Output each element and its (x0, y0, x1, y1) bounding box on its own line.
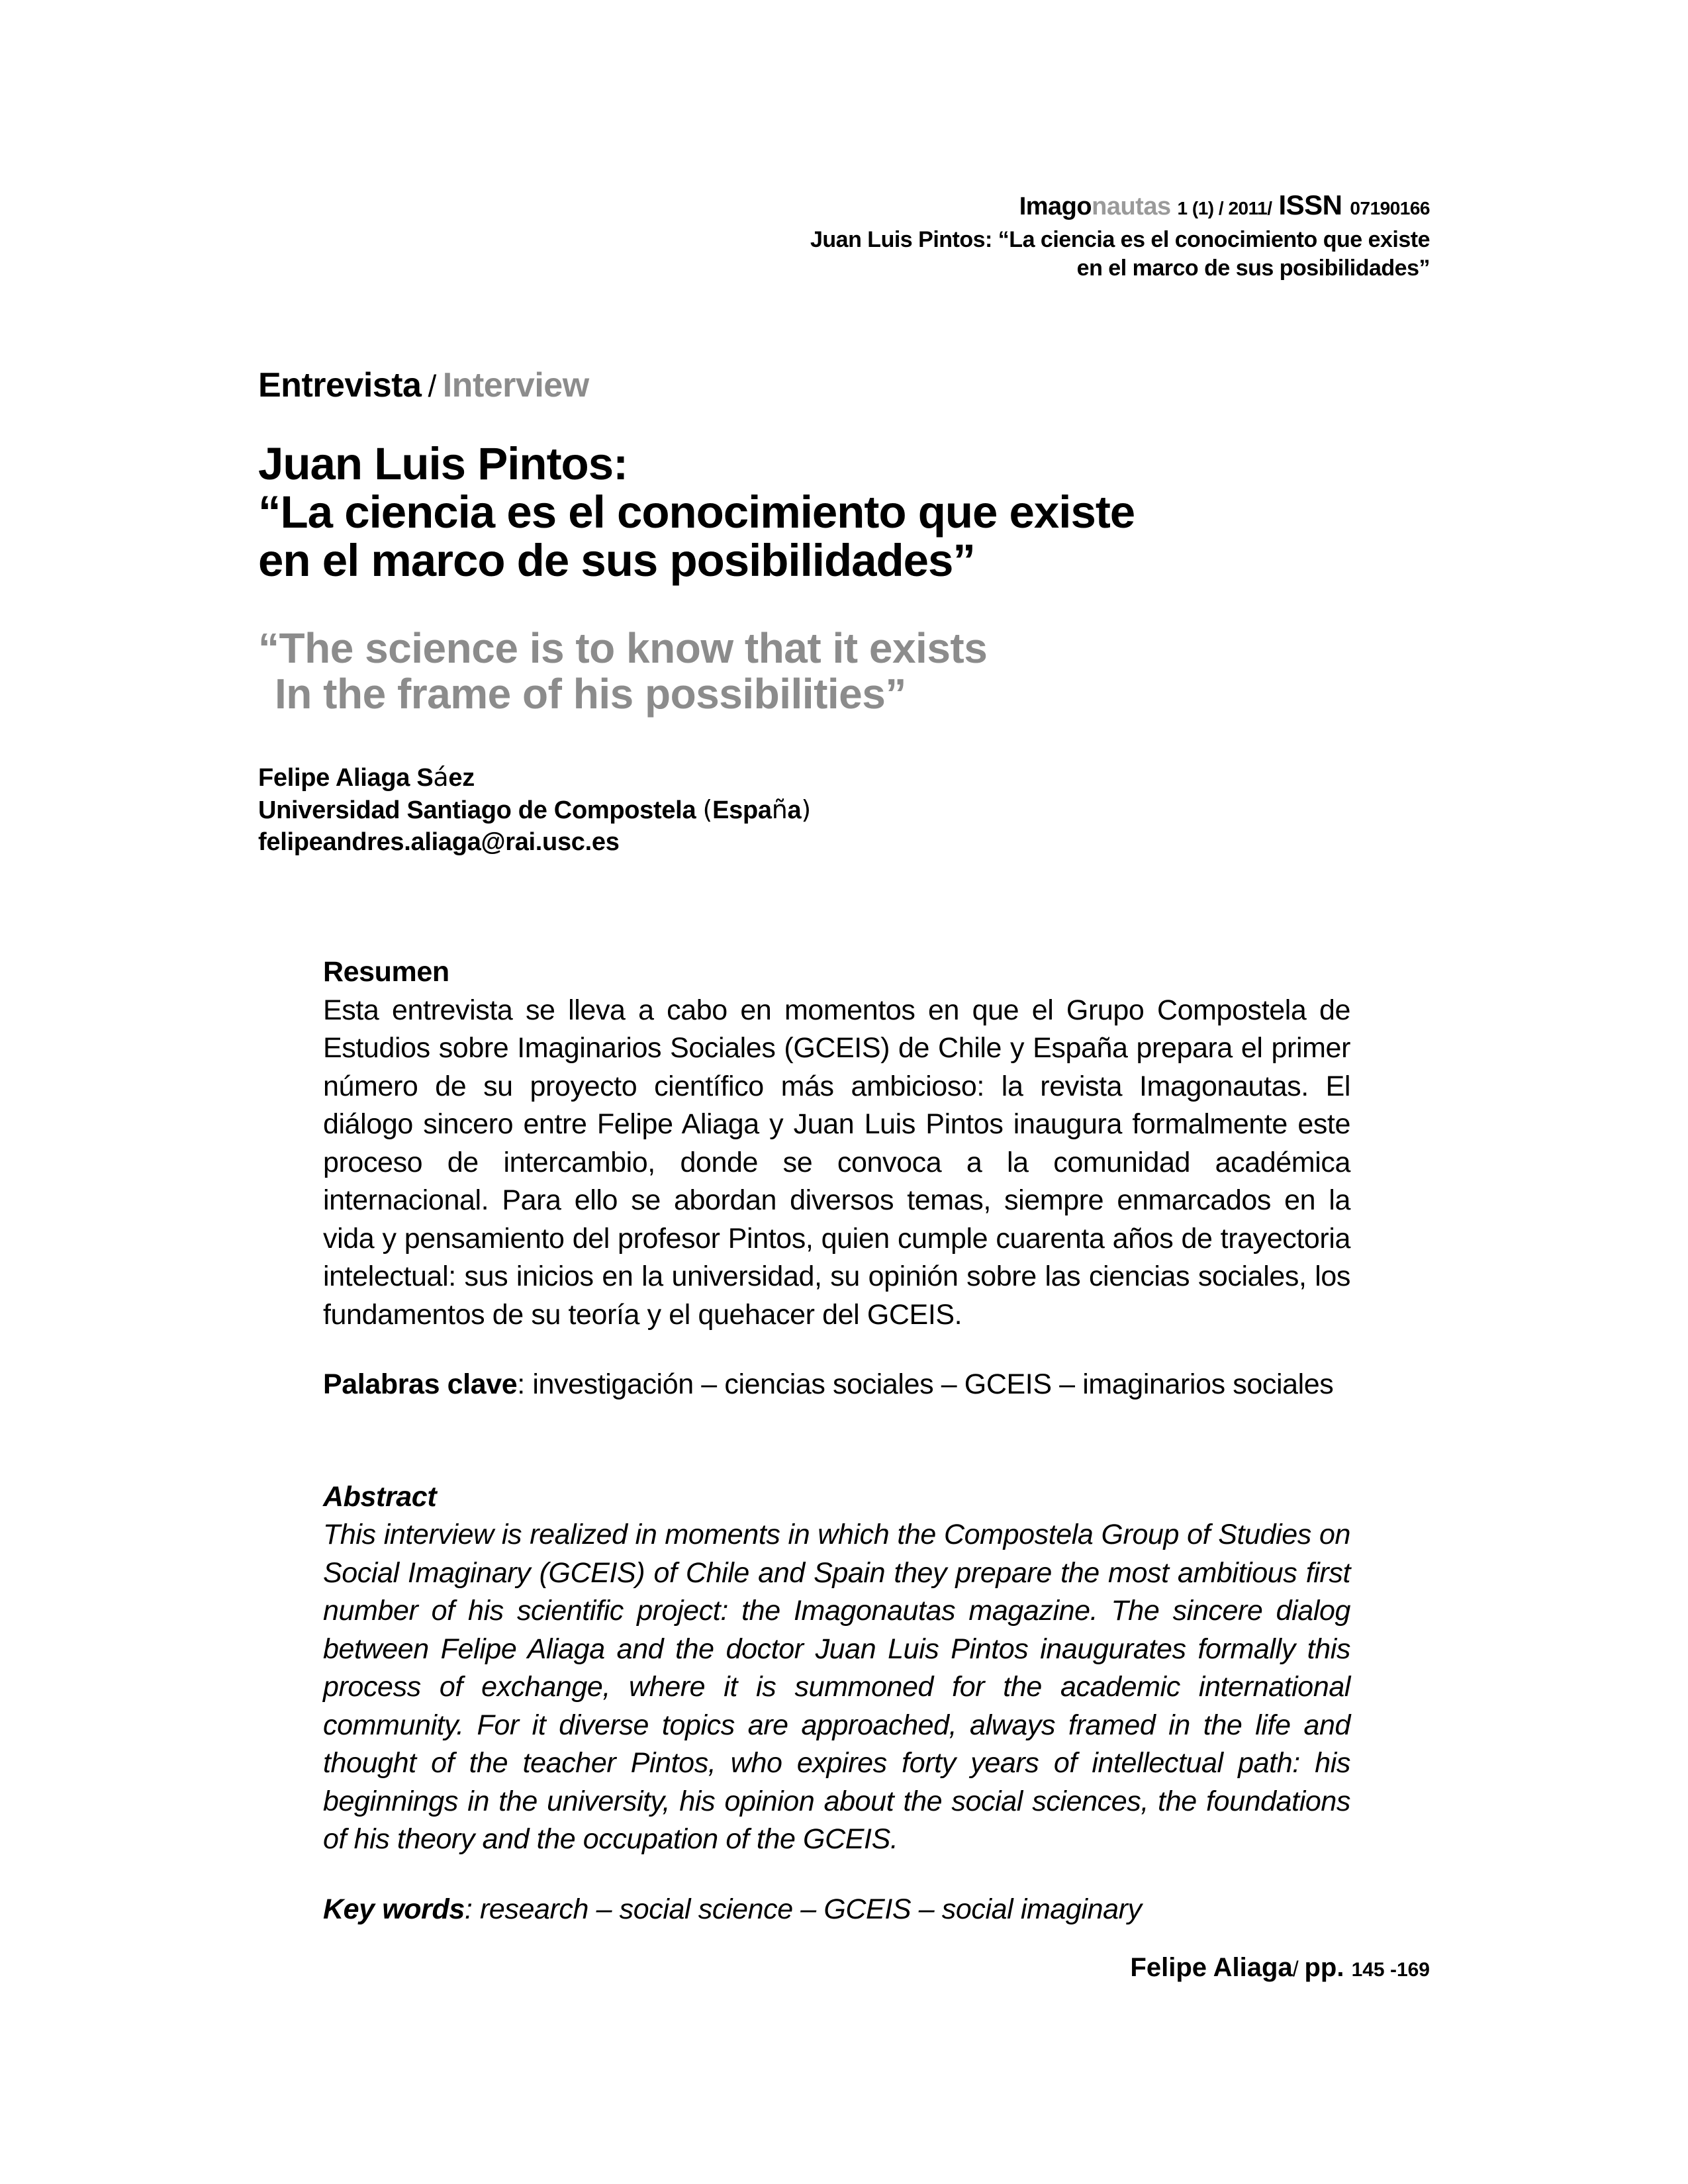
abstract-column (323, 953, 1350, 1928)
journal-header-article-line2: en el marco de sus posibilidades” (1076, 256, 1430, 281)
section-label (258, 365, 589, 405)
footer-pp-label: pp. (1304, 1953, 1352, 1982)
paren-close-glyph: ) (801, 795, 811, 824)
article-subtitle-line1: “The science is to know that it exists (258, 624, 988, 672)
journal-header (810, 191, 1430, 283)
key-words-label: Key words (323, 1893, 465, 1925)
key-words-text: : research – social science – GCEIS – social imaginary (464, 1893, 1142, 1925)
resumen-body: Esta entrevista se lleva a cabo en momentos en que el Grupo Compostela de Estudios sobre Imaginarios Sociales (GCEIS) de Chile y España prepara el primer número de su proyecto científico más ambicioso: la revista Imagonautas. El diálogo sincero entre Felipe Aliaga y Juan Luis Pintos inaugura formalmente este proceso de intercambio, donde se convoca a la comunidad académica internacional. Para ello se abordan diversos temas, siempre enmarcados en la vida y pensamiento del profesor Pintos, quien cumple cuarenta años de trayectoria intelectual: sus inicios en la universidad, su opinión sobre las ciencias sociales, los fundamentos de su teoría y el quehacer del GCEIS. (323, 994, 1350, 1331)
article-title (258, 440, 1135, 585)
footer-pages: 145 -169 (1351, 1959, 1430, 1981)
article-subtitle-line2: In the frame of his possibilities” (275, 670, 906, 718)
author-email: felipeandres.aliaga@rai.usc.es (258, 828, 620, 856)
section-label-es: Entrevista (258, 366, 422, 404)
page-footer (1130, 1953, 1430, 1983)
resumen-heading: Resumen (323, 956, 449, 988)
journal-brand-black: Imago (1019, 193, 1092, 220)
key-words-line (323, 1891, 1350, 1929)
journal-issue-info: 1 (1) / 2011/ (1177, 198, 1272, 218)
accent-glyph: á (433, 763, 449, 792)
palabras-clave-label: Palabras clave (323, 1368, 518, 1400)
palabras-clave-text: : investigación – ciencias sociales – GCEIS – imaginarios sociales (517, 1368, 1334, 1400)
journal-header-line1 (810, 191, 1430, 226)
palabras-clave-line (323, 1366, 1350, 1404)
paren-open-glyph: ( (702, 795, 713, 824)
footer-author: Felipe Aliaga (1130, 1953, 1293, 1982)
section-label-en: Interview (442, 366, 589, 404)
abstract-heading: Abstract (323, 1480, 437, 1513)
author-block (258, 761, 811, 858)
journal-issn-number: 07190166 (1350, 198, 1430, 218)
article-subtitle-en (258, 626, 987, 717)
journal-header-article-line1: Juan Luis Pintos: “La ciencia es el conocimiento que existe (810, 227, 1430, 252)
article-title-line1: Juan Luis Pintos: (258, 438, 628, 489)
journal-brand-gray: nautas (1092, 193, 1171, 220)
author-name: Felipe Aliaga Sáez (258, 763, 475, 792)
article-title-line3: en el marco de sus posibilidades” (258, 535, 975, 586)
author-affiliation: Universidad Santiago de Compostela (España) (258, 795, 811, 824)
journal-issn-label: ISSN (1278, 189, 1342, 220)
article-title-line2: “La ciencia es el conocimiento que existe (258, 487, 1135, 538)
footer-separator: / (1292, 1957, 1305, 1981)
section-label-separator: / (428, 369, 436, 403)
abstract-body: This interview is realized in moments in which the Compostela Group of Studies on Social Imaginary (GCEIS) of Chile and Spain they prepare the most ambitious first number of his scientific project: the Imagonautas magazine. The sincere dialog between Felipe Aliaga and the doctor Juan Luis Pintos inaugurates formally this process of exchange, where it is summoned for the academic international community. For it diverse topics are approached, always framed in the life and thought of the teacher Pintos, who expires forty years of intellectual path: his beginnings in the university, his opinion about the social sciences, the foundations of his theory and the occupation of the GCEIS. (323, 1519, 1350, 1855)
enye-glyph: ñ (771, 795, 788, 824)
